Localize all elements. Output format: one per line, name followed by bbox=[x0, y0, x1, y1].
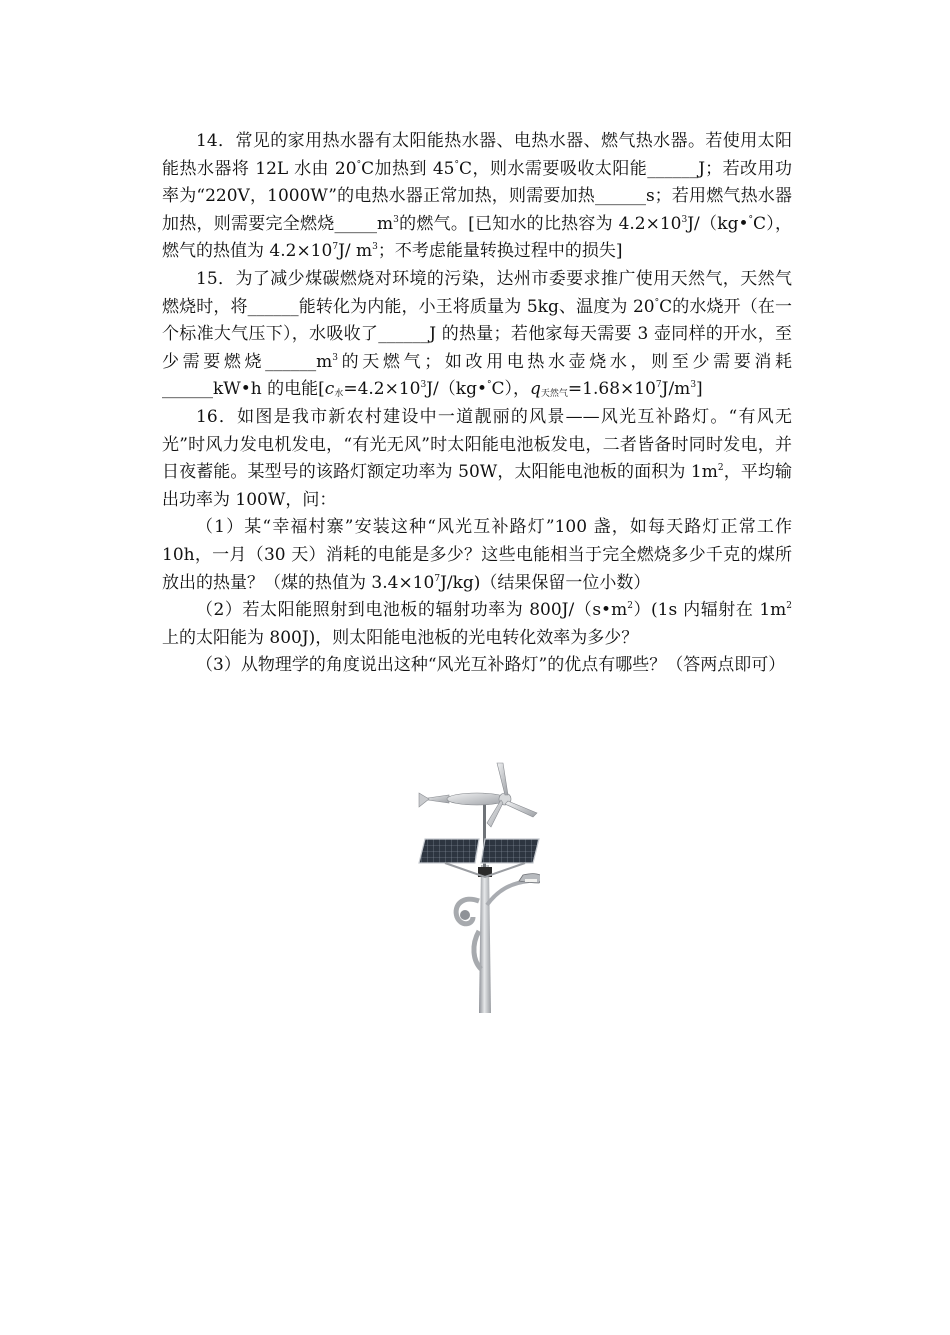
question-16-part-1: （1）某“幸福村寨”安装这种“风光互补路灯”100 盏，如每天路灯正常工作 10h，一月（30 天）消耗的电能是多少？这些电能相当于完全燃烧多少千克的煤所放出的热量？（煤的热值为 $3.4\times 10^7J/kg$)（结果保留一位小数） bbox=[162, 517, 792, 593]
question-16-part-2: （2）若太阳能照射到电池板的辐射功率为 $800J/(s•m^2)(1s$ 内辐射在 $1m^2$上的太阳能为 800J)，则太阳能电池板的光电转化效率为多少？ bbox=[162, 600, 792, 648]
question-block bbox=[162, 128, 792, 680]
lamp-arm bbox=[487, 881, 529, 905]
question-number: 14． bbox=[196, 131, 236, 151]
wind-solar-street-lamp-figure bbox=[415, 755, 540, 1013]
lamp-pole bbox=[479, 865, 491, 1013]
wind-solar-street-lamp-icon bbox=[415, 755, 540, 1013]
decorative-bracket bbox=[456, 899, 481, 969]
question-14: 14．常见的家用热水器有太阳能热水器、电热水器、燃气热水器。若使用太阳能热水器将 12L 水由 20°C加热到 45°C，则水需要吸收太阳能______J；若改用功率为“220V，1000W”的电热水器正常加热，则需要加热______s；若用燃气热水器加热，则需要完全燃烧$\_\_\_\_\_m^3$的燃气。[已知水的比热容为 $4.2\times 10^3J/(kg•^\circ C)$，燃气的热值为 $4.2\times 10^7J/$ $m^3$；不考虑能量转换过程中的损失] bbox=[162, 131, 793, 262]
question-15: 15．为了减少煤碳燃烧对环境的污染，达州市委要求推广使用天然气，天然气燃烧时，将______能转化为内能，小王将质量为 5kg、温度为 20°C的水烧开（在一个标准大气压下），水吸收了______J 的热量；若他家每天需要 3 壶同样的开水，至少需要燃烧$\_\_\_\_\_\_m^3$的天燃气；如改用电热水壶烧水，则至少需要消耗______kW•h 的电能[$c_水=4.2\times 10^3J/(kg•^\circ C)$，$q_{天然气}=1.68\times 10^7J/m^3$] bbox=[162, 268, 793, 400]
question-number: 16． bbox=[196, 406, 238, 427]
wind-turbine bbox=[419, 763, 537, 827]
question-16: 16．如图是我市新农村建设中一道靓丽的风景——风光互补路灯。“有风无光”时风力发电机发电，“有光无风”时太阳能电池板发电，二者皆备时同时发电，并日夜蓄能。某型号的该路灯额定功率为 50W，太阳能电池板的面积为 $1m^2$，平均输出功率为 100W，问： bbox=[162, 406, 792, 510]
question-16-part-3: （3）从物理学的角度说出这种“风光互补路灯”的优点有哪些？（答两点即可） bbox=[196, 655, 786, 676]
question-number: 15． bbox=[196, 268, 236, 289]
solar-panel-right bbox=[481, 839, 539, 863]
solar-panel-left bbox=[419, 839, 479, 863]
